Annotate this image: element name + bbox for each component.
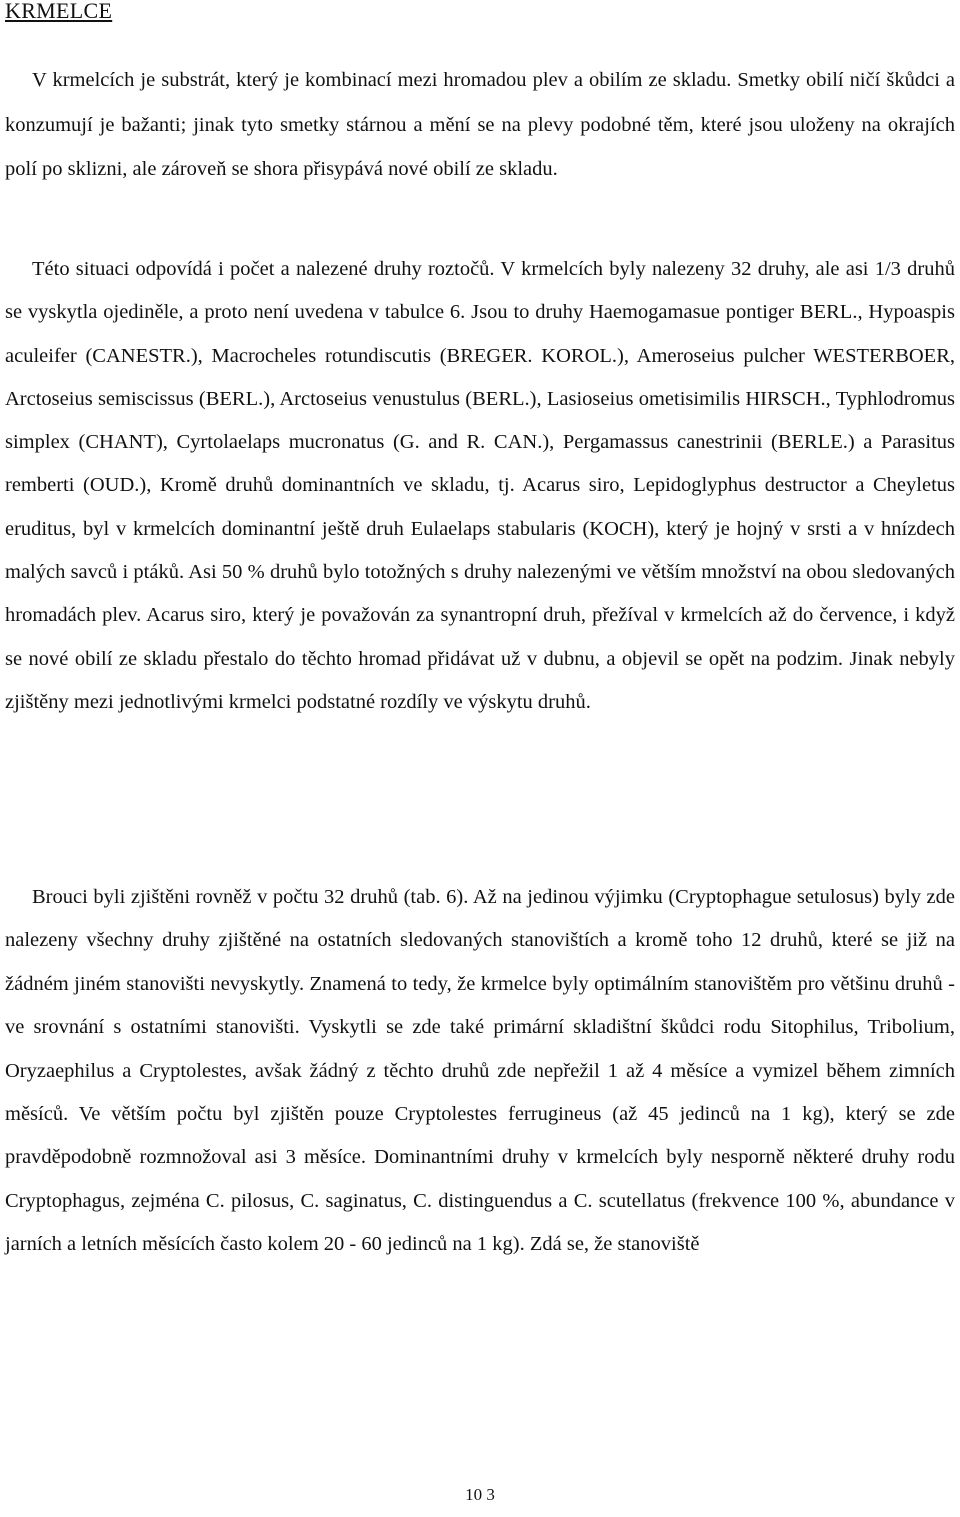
section-heading: KRMELCE [5, 0, 113, 23]
page-number: 10 3 [465, 1485, 495, 1504]
paragraph-beetles [5, 876, 955, 1267]
paragraph-text: V krmelcích je substrát, který je kombinací mezi hromadou plev a obilím ze skladu. Smetky obilí ničí škůdci a konzumují je bažanti; jinak tyto smetky stárnou a mění se na plevy podobné těm, které jsou uloženy na okrajích polí po sklizni, ale zároveň se shora přisypává nové obilí ze skladu. [5, 69, 955, 180]
paragraph-feeders-substrate [5, 58, 955, 192]
paragraph-mites [5, 248, 955, 724]
paragraph-text: Této situaci odpovídá i počet a nalezené druhy roztočů. V krmelcích byly nalezeny 32 druhy, ale asi 1/3 druhů se vyskytla ojediněle, a proto není uvedena v tabulce 6. Jsou to druhy Haemogamasue pontiger BERL., Hypoaspis aculeifer (CANESTR.), Macrocheles rotundiscutis (BREGER. KOROL.), Ameroseius pulcher WESTERBOER, Arctoseius semiscissus (BERL.), Arctoseius venustulus (BERL.), Lasioseius ometisimilis HIRSCH., Typhlodromus simplex (CHANT), Cyrtolaelaps mucronatus (G. and R. CAN.), Pergamassus canestrinii (BERLE.) a Parasitus remberti (OUD.), Kromě druhů dominantních ve skladu, tj. Acarus siro, Lepidoglyphus destructor a Cheyletus eruditus, byl v krmelcích dominantní ještě druh Eulaelaps stabularis (KOCH), který je hojný v srsti a v hnízdech malých savců i ptáků. Asi 50 % druhů bylo totožných s druhy nalezenými ve větším množství na obou sledovaných hromadách plev. Acarus siro, který je považován za synantropní druh, přežíval v krmelcích až do července, i když se nové obilí ze skladu přestalo do těchto hromad přidávat už v dubnu, a objevil se opět na podzim. Jinak nebyly zjištěny mezi jednotlivými krmelci podstatné rozdíly ve výskytu druhů. [5, 258, 955, 713]
paragraph-text: Brouci byli zjištěni rovněž v počtu 32 druhů (tab. 6). Až na jedinou výjimku (Cryptophague setulosus) byly zde nalezeny všechny druhy zjištěné na ostatních sledovaných stanovištích a kromě toho 12 druhů, které se již na žádném jiném stanovišti nevyskytly. Znamená to tedy, že krmelce byly optimálním stanovištěm pro většinu druhů - ve srovnání s ostatními stanovišti. Vyskytli se zde také primární skladištní škůdci rodu Sitophilus, Tribolium, Oryzaephilus a Cryptolestes, avšak žádný z těchto druhů zde nepřežil 1 až 4 měsíce a vymizel během zimních měsíců. Ve větším počtu byl zjištěn pouze Cryptolestes ferrugineus (až 45 jedinců na 1 kg), který se zde pravděpodobně rozmnožoval asi 3 měsíce. Dominantními druhy v krmelcích byly nesporně některé druhy rodu Cryptophagus, zejména C. pilosus, C. saginatus, C. distinguendus a C. scutellatus (frekvence 100 %, abundance v jarních a letních měsících často kolem 20 - 60 jedinců na 1 kg). Zdá se, že stanoviště [5, 886, 955, 1256]
